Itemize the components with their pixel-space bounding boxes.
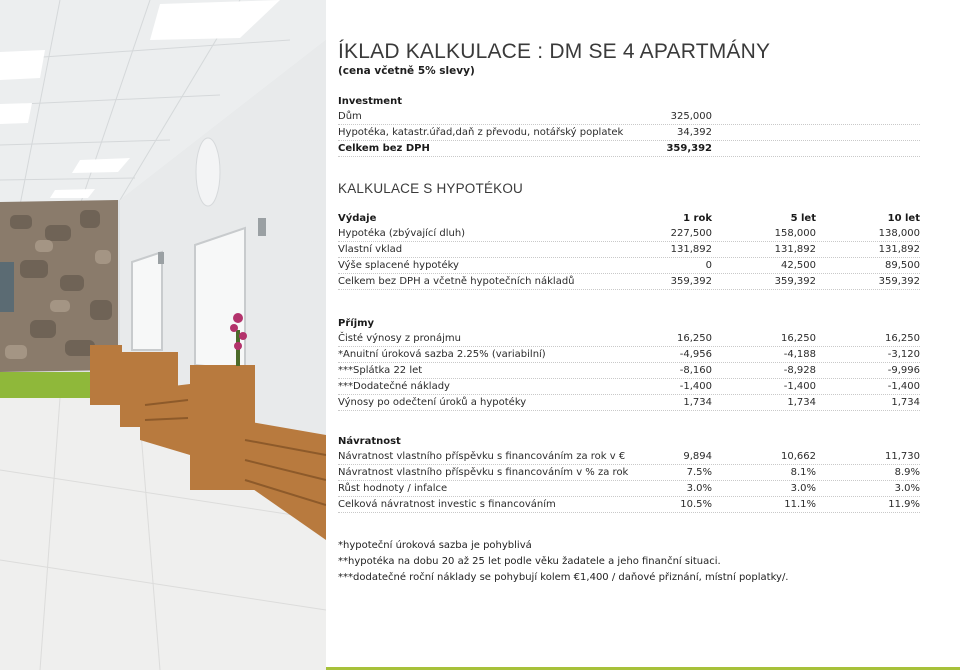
investment-total-row [338,141,920,157]
cell: 16,250 [781,333,816,344]
cell: -8,928 [783,365,816,376]
table-row [338,395,920,411]
footnotes [338,538,789,586]
row-label: Výnosy po odečtení úroků a hypotéky [338,397,527,408]
row-label: ***Dodatečné náklady [338,381,450,392]
table-row [338,331,920,347]
cell: 227,500 [670,228,712,239]
cell: 8.1% [790,467,816,478]
cell: -4,956 [679,349,712,360]
table-row [338,481,920,497]
cell: 131,892 [878,244,920,255]
cell: 131,892 [774,244,816,255]
cell: -8,160 [679,365,712,376]
cell: 10,662 [781,451,816,462]
table-row [338,258,920,274]
row-label: *Anuitní úroková sazba 2.25% (variabilní) [338,349,546,360]
cell: 158,000 [774,228,816,239]
investment-section [338,94,920,157]
row-label: Celkem bez DPH [338,143,430,154]
row-label: Celkem bez DPH a včetně hypotečních nákladů [338,276,575,287]
table-row [338,449,920,465]
row-label: Čisté výnosy z pronájmu [338,333,461,344]
row-label: Návratnost vlastního příspěvku s financováním za rok v € [338,451,626,462]
cell: -9,996 [887,365,920,376]
row-label: ***Splátka 22 let [338,365,423,376]
cell: 1,734 [891,397,920,408]
row-label: Růst hodnoty / infalce [338,483,448,494]
column-header: 5 let [790,213,816,224]
cell: 359,392 [774,276,816,287]
cell: 138,000 [878,228,920,239]
cell: 3.0% [790,483,816,494]
table-row [338,125,920,141]
row-label: Dům [338,111,362,122]
cell: 42,500 [781,260,816,271]
cell: -1,400 [887,381,920,392]
cell: 11.9% [888,499,920,510]
row-value: 34,392 [677,127,712,138]
cell: 1,734 [787,397,816,408]
mortgage-heading: KALKULACE S HYPOTÉKOU [338,181,524,196]
expenses-header-row [338,211,920,226]
cell: 1,734 [683,397,712,408]
cell: 11,730 [885,451,920,462]
investment-heading: Investment [338,96,402,107]
column-header: 1 rok [683,213,712,224]
return-section [338,434,920,513]
table-row [338,347,920,363]
table-row [338,363,920,379]
row-label: Hypotéka, katastr.úřad,daň z převodu, notářský poplatek [338,127,624,138]
cell: 3.0% [894,483,920,494]
cell: 9,894 [683,451,712,462]
row-label: Hypotéka (zbývající dluh) [338,228,466,239]
cell: 3.0% [686,483,712,494]
footnote: **hypotéka na dobu 20 až 25 let podle věku žadatele a jeho finanční situaci. [338,556,721,567]
row-value: 325,000 [670,111,712,122]
cell: -1,400 [679,381,712,392]
cell: 16,250 [885,333,920,344]
row-label: Návratnost vlastního příspěvku s financováním v % za rok [338,467,629,478]
table-row [338,497,920,513]
cell: 11.1% [784,499,816,510]
table-row [338,226,920,242]
table-row [338,379,920,395]
income-heading: Příjmy [338,318,375,329]
return-heading: Návratnost [338,436,401,447]
income-section [338,316,920,411]
row-label: Výše splacené hypotéky [338,260,459,271]
cell: -3,120 [887,349,920,360]
table-row [338,274,920,290]
expenses-section [338,211,920,290]
cell: 0 [705,260,712,271]
footnote: *hypoteční úroková sazba je pohyblivá [338,540,532,551]
table-row [338,109,920,125]
interior-photo [0,0,326,670]
cell: 16,250 [677,333,712,344]
column-header: 10 let [887,213,920,224]
cell: 131,892 [670,244,712,255]
cell: 359,392 [670,276,712,287]
cell: 7.5% [686,467,712,478]
page-subtitle: (cena včetně 5% slevy) [338,65,475,77]
cell: 10.5% [680,499,712,510]
cell: 89,500 [885,260,920,271]
footnote: ***dodatečné roční náklady se pohybují kolem €1,400 / daňové přiznání, místní poplatky/. [338,572,789,583]
cell: 8.9% [894,467,920,478]
cell: 359,392 [878,276,920,287]
row-label: Celková návratnost investic s financováním [338,499,556,510]
page-title: ÍKLAD KALKULACE : DM SE 4 APARTMÁNY [338,40,771,63]
expenses-heading: Výdaje [338,213,377,224]
row-value: 359,392 [666,143,712,154]
table-row [338,242,920,258]
cell: -1,400 [783,381,816,392]
table-row [338,465,920,481]
row-label: Vlastní vklad [338,244,403,255]
cell: -4,188 [783,349,816,360]
